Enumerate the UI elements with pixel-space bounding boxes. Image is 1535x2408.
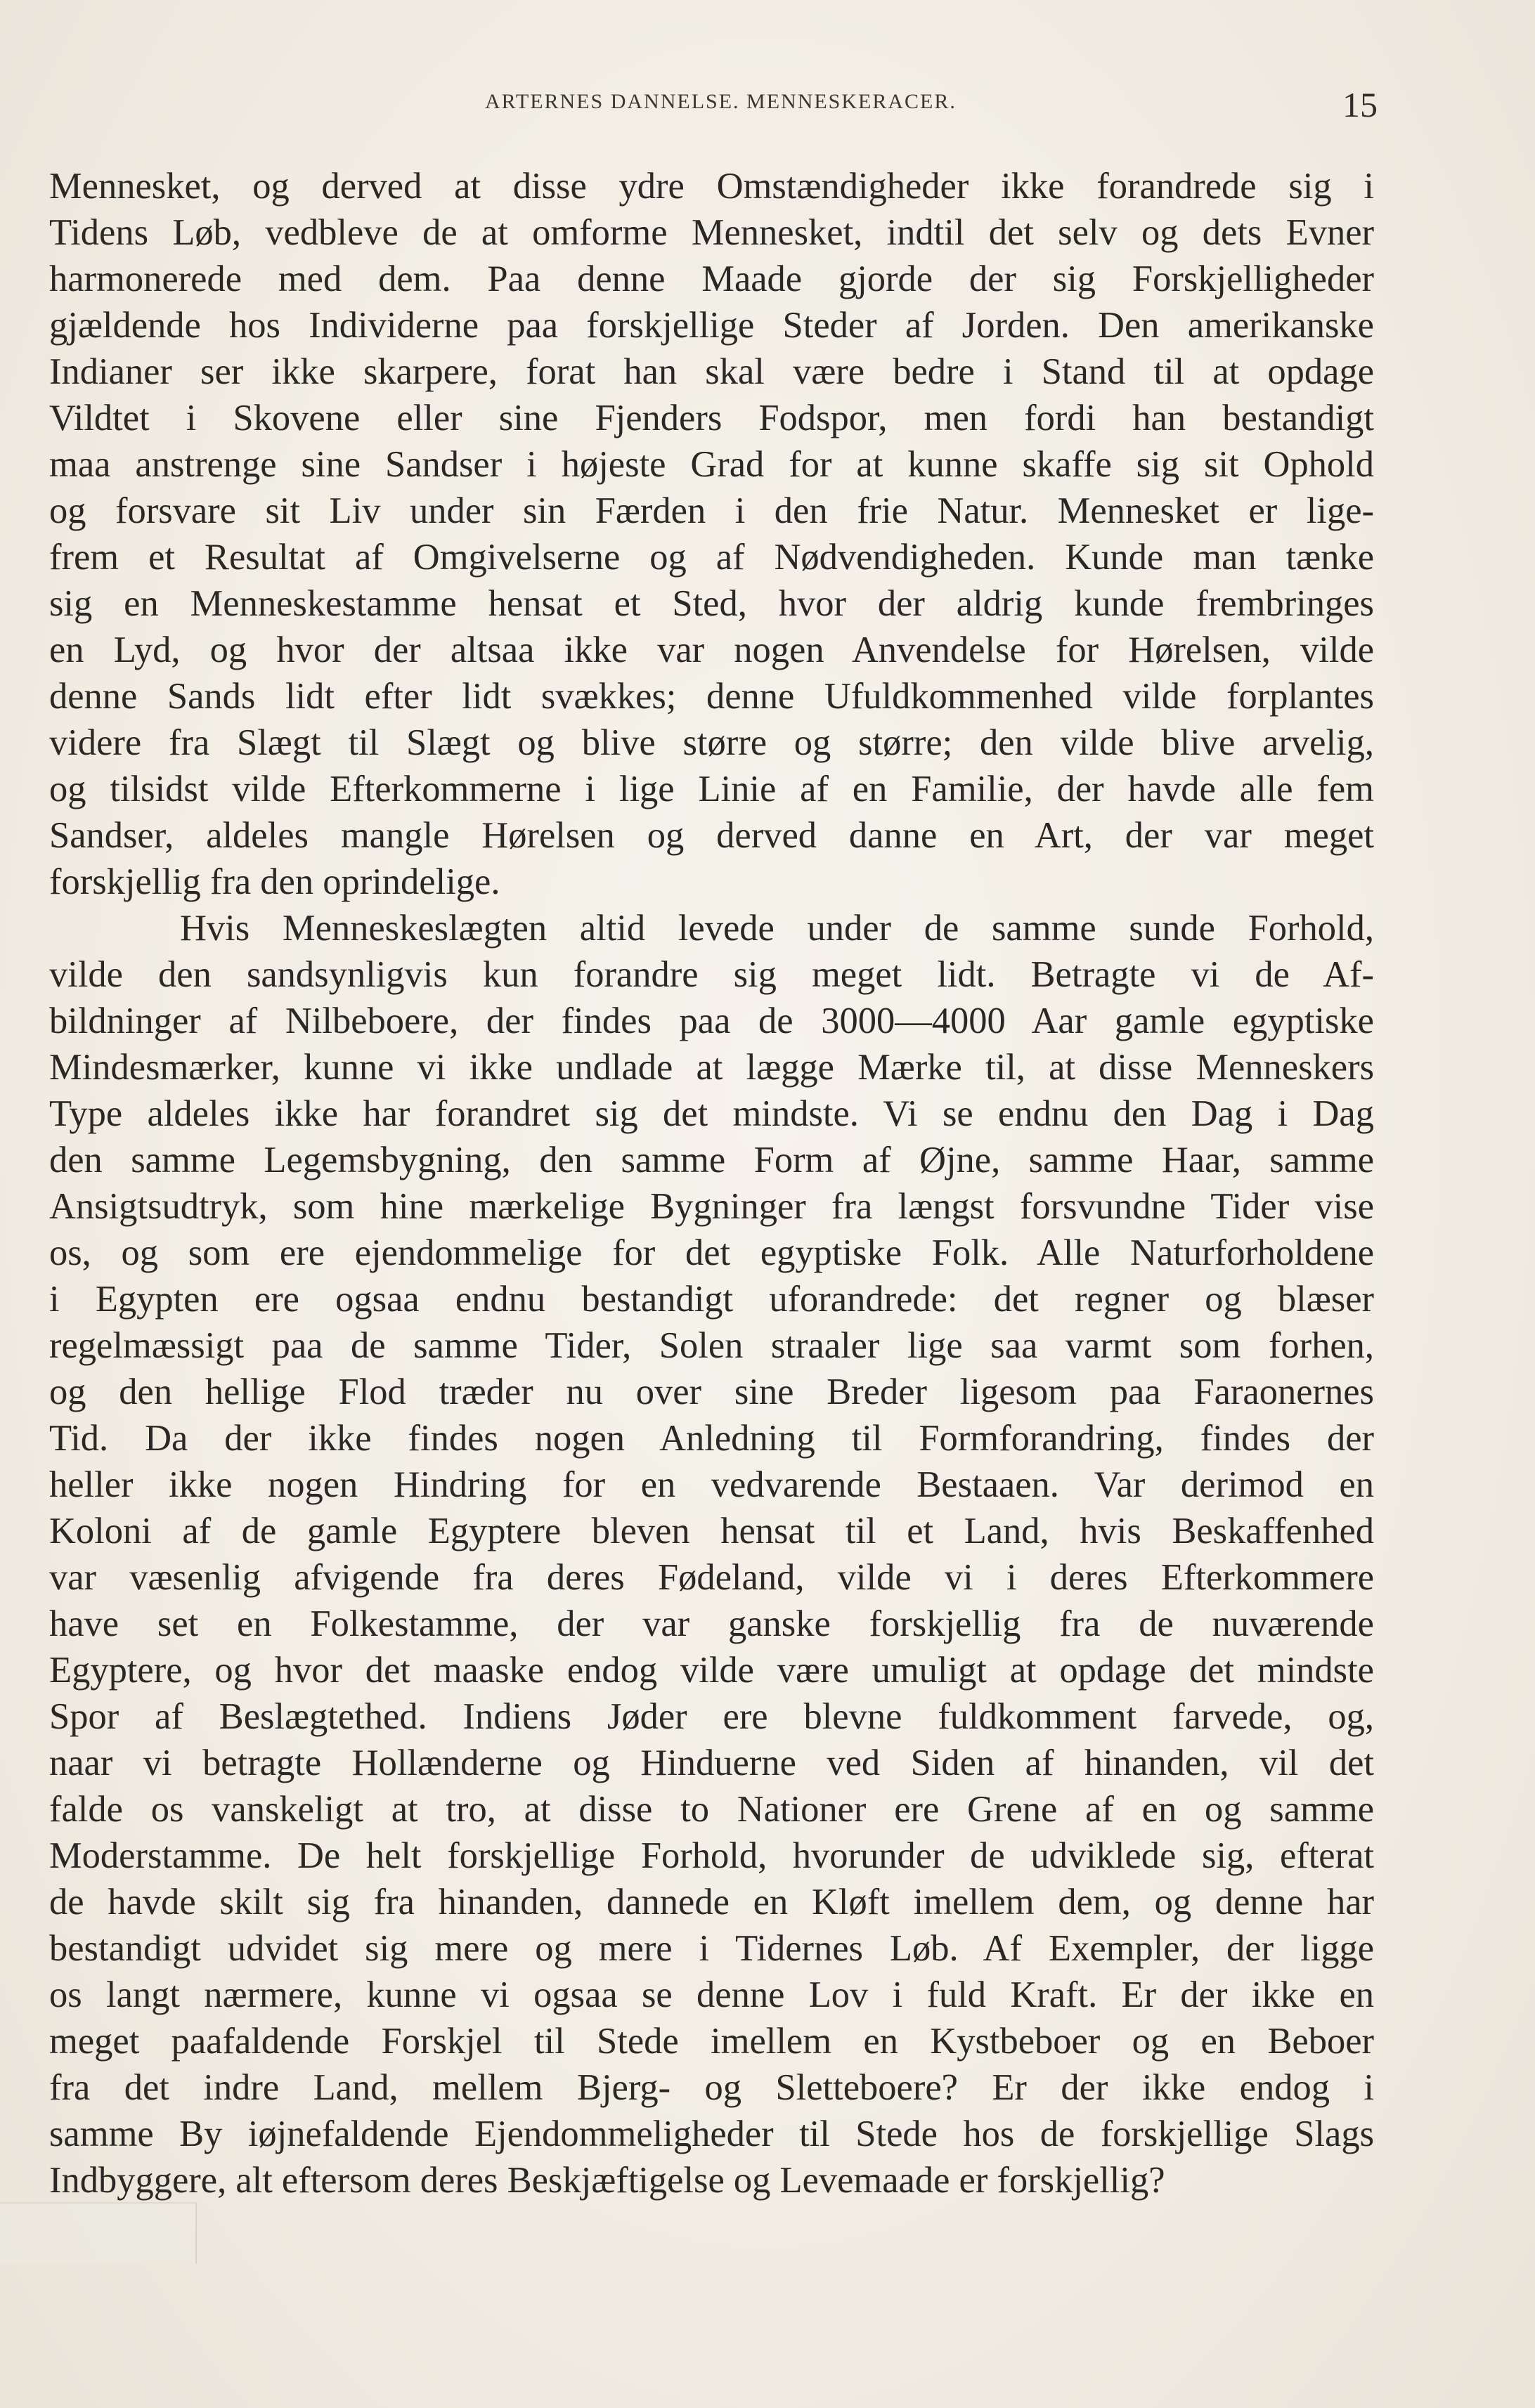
- text-line: Vildtet i Skovene eller sine Fjenders Fodspor, men fordi han bestandigt: [49, 398, 1374, 438]
- text-line: sig en Menneskestamme hensat et Sted, hvor der aldrig kunde frembringes: [49, 583, 1374, 624]
- text-line: gjældende hos Individerne paa forskjellige Steder af Jorden. Den amerikanske: [49, 305, 1374, 346]
- text-line: Tid. Da der ikke findes nogen Anledning til Formforandring, findes der: [49, 1418, 1374, 1459]
- text-line: og tilsidst vilde Efterkommerne i lige Linie af en Familie, der havde alle fem: [49, 769, 1374, 809]
- text-line: Koloni af de gamle Egyptere bleven hensat til et Land, hvis Beskaffenhed: [49, 1511, 1374, 1551]
- text-line: heller ikke nogen Hindring for en vedvarende Bestaaen. Var derimod en: [49, 1464, 1374, 1505]
- text-line: Sandser, aldeles mangle Hørelsen og derved danne en Art, der var meget: [49, 815, 1374, 856]
- running-title: ARTERNES DANNELSE. MENNESKERACER.: [485, 90, 957, 113]
- text-line: denne Sands lidt efter lidt svækkes; denne Ufuldkommenhed vilde forplantes: [49, 676, 1374, 717]
- text-line: Tidens Løb, vedbleve de at omforme Mennesket, indtil det selv og dets Evner: [49, 212, 1374, 253]
- text-line: maa anstrenge sine Sandser i højeste Grad for at kunne skaffe sig sit Ophold: [49, 444, 1374, 485]
- text-line: samme By iøjnefaldende Ejendommeligheder til Stede hos de forskjellige Slags: [49, 2114, 1374, 2154]
- text-line: den samme Legemsbygning, den samme Form af Øjne, samme Haar, samme: [49, 1140, 1374, 1180]
- page-header: [0, 84, 1535, 126]
- text-line: Egyptere, og hvor det maaske endog vilde være umuligt at opdage det mindste: [49, 1650, 1374, 1691]
- page-number: 15: [1342, 85, 1378, 124]
- paragraph-start-line: Hvis Menneskeslægten altid levede under de samme sunde Forhold,: [180, 908, 1374, 949]
- text-line: videre fra Slægt til Slægt og blive større og større; den vilde blive arvelig,: [49, 722, 1374, 763]
- body-text: [49, 163, 1374, 2204]
- text-line: Type aldeles ikke har forandret sig det mindste. Vi se endnu den Dag i Dag: [49, 1093, 1374, 1134]
- text-line: bildninger af Nilbeboere, der findes paa de 3000—4000 Aar gamle egyptiske: [49, 1001, 1374, 1041]
- paragraph-end-line: forskjellig fra den oprindelige.: [49, 861, 500, 902]
- text-line: Mennesket, og derved at disse ydre Omstændigheder ikke forandrede sig i: [49, 166, 1374, 207]
- text-line: falde os vanskeligt at tro, at disse to Nationer ere Grene af en og samme: [49, 1789, 1374, 1830]
- text-line: fra det indre Land, mellem Bjerg- og Sletteboere? Er der ikke endog i: [49, 2067, 1374, 2108]
- text-line: os, og som ere ejendommelige for det egyptiske Folk. Alle Naturforholdene: [49, 1232, 1374, 1273]
- text-line: Ansigtsudtryk, som hine mærkelige Bygninger fra længst forsvundne Tider vise: [49, 1186, 1374, 1227]
- text-line: harmonerede med dem. Paa denne Maade gjorde der sig Forskjelligheder: [49, 259, 1374, 299]
- text-line: i Egypten ere ogsaa endnu bestandigt uforandrede: det regner og blæser: [49, 1279, 1374, 1320]
- text-line: Mindesmærker, kunne vi ikke undlade at lægge Mærke til, at disse Menneskers: [49, 1047, 1374, 1088]
- text-line: os langt nærmere, kunne vi ogsaa se denne Lov i fuld Kraft. Er der ikke en: [49, 1974, 1374, 2015]
- text-line: Indianer ser ikke skarpere, forat han skal være bedre i Stand til at opdage: [49, 351, 1374, 392]
- text-line: vilde den sandsynligvis kun forandre sig meget lidt. Betragte vi de Af-: [49, 954, 1374, 995]
- text-line: en Lyd, og hvor der altsaa ikke var nogen Anvendelse for Hørelsen, vilde: [49, 630, 1374, 670]
- text-line: regelmæssigt paa de samme Tider, Solen straaler lige saa varmt som forhen,: [49, 1325, 1374, 1366]
- text-line: Moderstamme. De helt forskjellige Forhold, hvorunder de udviklede sig, efterat: [49, 1835, 1374, 1876]
- text-line: naar vi betragte Hollænderne og Hinduerne ved Siden af hinanden, vil det: [49, 1743, 1374, 1783]
- text-line: og forsvare sit Liv under sin Færden i den frie Natur. Mennesket er lige-: [49, 490, 1374, 531]
- text-line: have set en Folkestamme, der var ganske forskjellig fra de nuværende: [49, 1603, 1374, 1644]
- library-stamp-box: [0, 2202, 197, 2264]
- text-line: og den hellige Flod træder nu over sine Breder ligesom paa Faraonernes: [49, 1372, 1374, 1412]
- text-line: Spor af Beslægtethed. Indiens Jøder ere blevne fuldkomment farvede, og,: [49, 1696, 1374, 1737]
- text-line: bestandigt udvidet sig mere og mere i Tidernes Løb. Af Exempler, der ligge: [49, 1928, 1374, 1969]
- paragraph-end-line: Indbyggere, alt eftersom deres Beskjæftigelse og Levemaade er forskjellig?: [49, 2160, 1165, 2201]
- text-line: meget paafaldende Forskjel til Stede imellem en Kystbeboer og en Beboer: [49, 2021, 1374, 2062]
- text-line: var væsenlig afvigende fra deres Fødeland, vilde vi i deres Efterkommere: [49, 1557, 1374, 1598]
- text-line: frem et Resultat af Omgivelserne og af Nødvendigheden. Kunde man tænke: [49, 537, 1374, 578]
- text-line: de havde skilt sig fra hinanden, dannede en Kløft imellem dem, og denne har: [49, 1882, 1374, 1922]
